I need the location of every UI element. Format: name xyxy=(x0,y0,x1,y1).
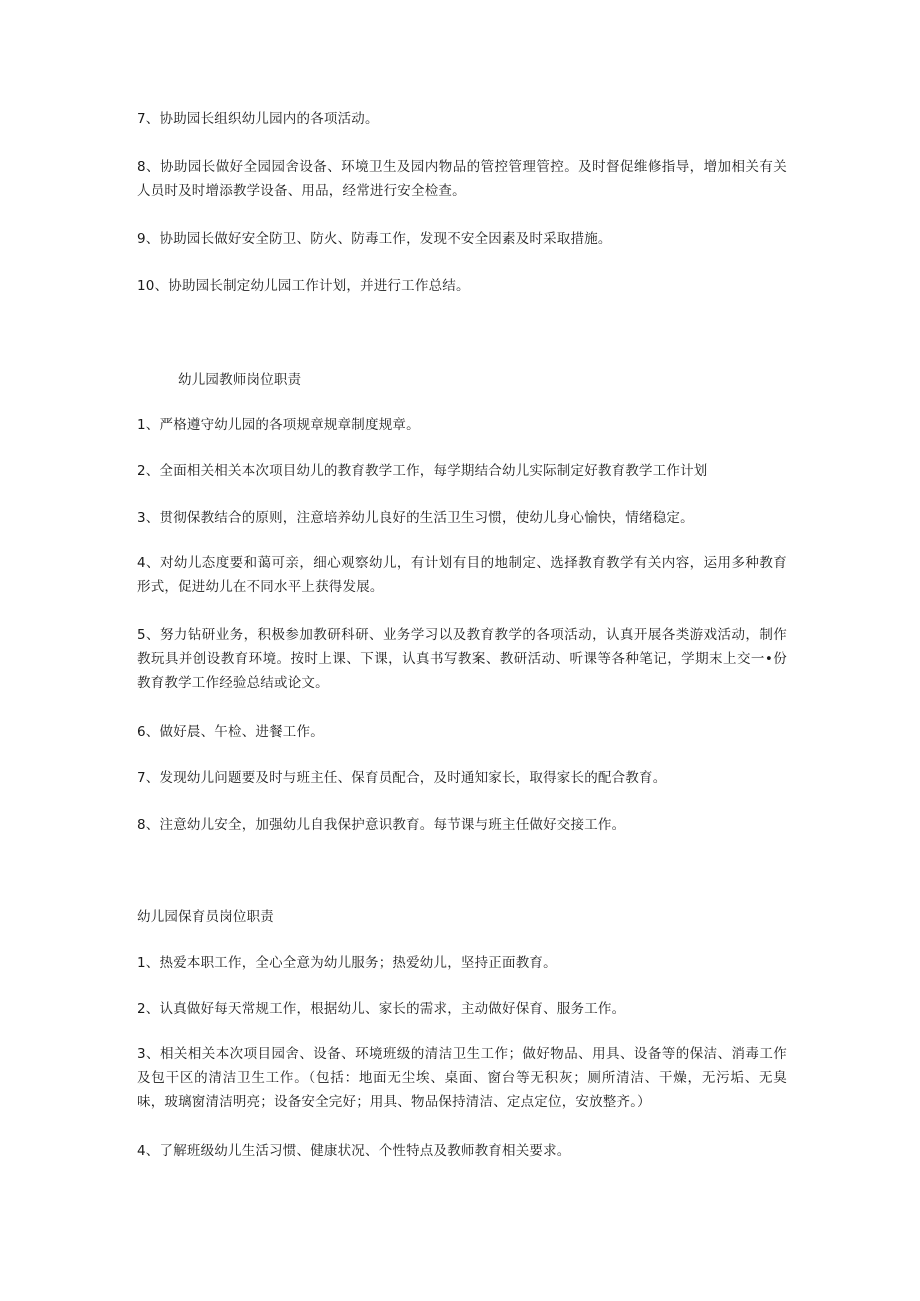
paragraph-item-7: 7、协助园长组织幼儿园内的各项活动。 xyxy=(137,111,379,127)
paragraph-item: 3、相关相关本次项目园舍、设备、环境班级的清洁卫生工作；做好物品、用具、设备等的保洁、消毒工作及包干区的清洁卫生工作。（包括：地面无尘埃、桌面、窗台等无积灰；厕所清洁、干燥，无污垢、无臭味，玻璃窗清洁明亮；设备安全完好；用具、物品保持清洁、定点定位，安放整齐。） xyxy=(137,1046,787,1110)
paragraph-item: 8、注意幼儿安全，加强幼儿自我保护意识教育。每节课与班主任做好交接工作。 xyxy=(137,817,626,833)
paragraph-item: 6、做好晨、午检、进餐工作。 xyxy=(137,724,324,740)
paragraph-item: 5、努力钻研业务，积极参加教研科研、业务学习以及教育教学的各项活动，认真开展各类游戏活动，制作教玩具并创设教育环境。按时上课、下课，认真书写教案、教研活动、听课等各种笔记，学期末上交一•份教育教学工作经验总结或论文。 xyxy=(137,627,787,691)
section-title-teacher-duties: 幼儿园教师岗位职责 xyxy=(178,372,302,388)
paragraph-item: 7、发现幼儿问题要及时与班主任、保育员配合，及时通知家长，取得家长的配合教育。 xyxy=(137,770,667,786)
section-title-caregiver-duties: 幼儿园保育员岗位职责 xyxy=(137,909,274,925)
paragraph-item-10: 10、协助园长制定幼儿园工作计划，并进行工作总结。 xyxy=(137,278,470,294)
paragraph-item: 2、认真做好每天常规工作，根据幼儿、家长的需求，主动做好保育、服务工作。 xyxy=(137,1001,626,1017)
paragraph-item: 1、热爱本职工作，全心全意为幼儿服务；热爱幼儿，坚持正面教育。 xyxy=(137,955,557,971)
paragraph-item: 4、对幼儿态度要和蔼可亲，细心观察幼儿，有计划有目的地制定、选择教育教学有关内容，运用多种教育形式，促进幼儿在不同水平上获得发展。 xyxy=(137,555,787,595)
paragraph-item: 1、严格遵守幼儿园的各项规章规章制度规章。 xyxy=(137,417,420,433)
paragraph-item-9: 9、协助园长做好安全防卫、防火、防毒工作，发现不安全因素及时采取措施。 xyxy=(137,231,612,247)
paragraph-item-8: 8、协助园长做好全园园舍设备、环境卫生及园内物品的管控管理管控。及时督促维修指导，增加相关有关人员时及时增添教学设备、用品，经常进行安全检查。 xyxy=(137,159,787,199)
paragraph-item: 2、全面相关相关本次项目幼儿的教育教学工作，每学期结合幼儿实际制定好教育教学工作计划 xyxy=(137,463,708,479)
paragraph-item: 4、了解班级幼儿生活习惯、健康状况、个性特点及教师教育相关要求。 xyxy=(137,1143,571,1159)
paragraph-item: 3、贯彻保教结合的原则，注意培养幼儿良好的生活卫生习惯，使幼儿身心愉快，情绪稳定。 xyxy=(137,510,694,526)
